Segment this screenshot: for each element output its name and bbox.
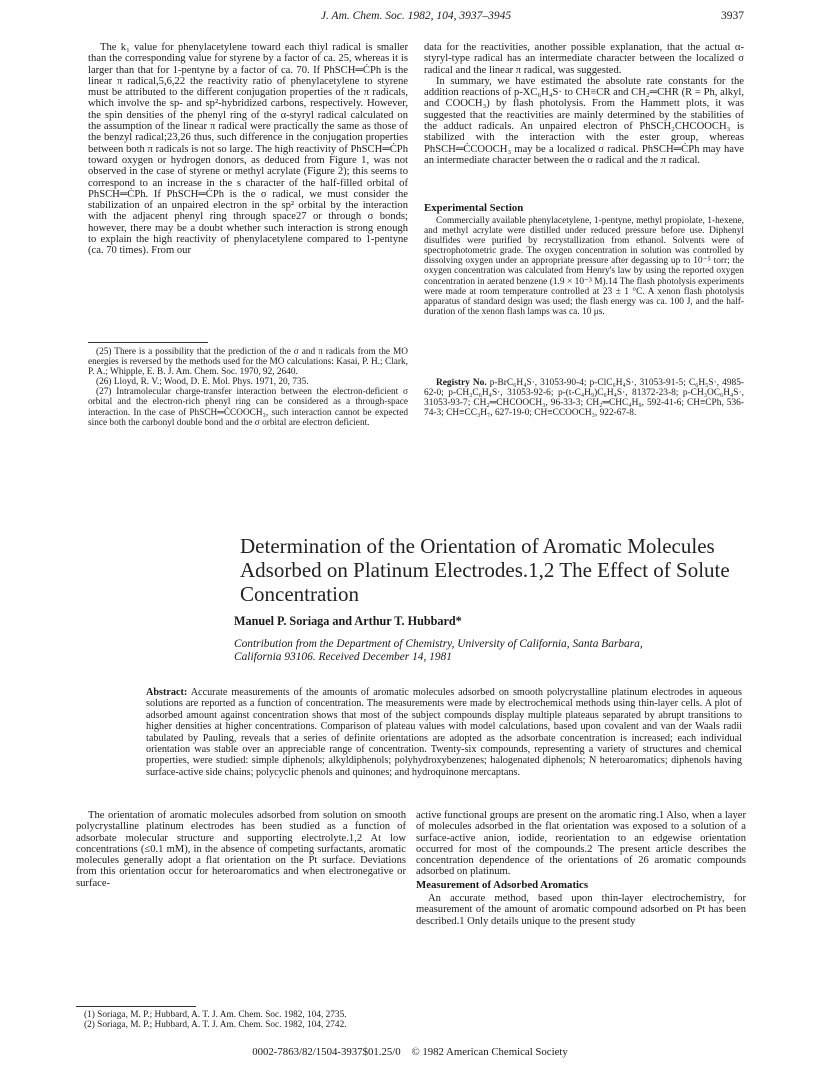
experimental-heading: Experimental Section <box>424 202 524 214</box>
footnote-1: (1) Soriaga, M. P.; Hubbard, A. T. J. Am. Chem. Soc. 1982, 104, 2735. <box>84 1010 347 1020</box>
article-footnotes <box>76 1010 406 1030</box>
registry-block <box>424 378 744 418</box>
registry-numbers: p-BrC₆H₄S·, 31053-90-4; p-ClC₆H₄S·, 31053-91-5; C₆H₅S·, 4985-62-0; p-CH₃C₆H₄S·, 31053-92-6; p-(t-C₄H₉)C₆H₄S·, 81372-23-8; p-CH₃OC₆H₄S·, 31053-93-7; CH₂═CHCOOCH₃, 96-33-3; CH₂═CHC₄H₉, 592-41-6; CH≡CPh, 536-74-3; CH≡CC₃H₇, 627-19-0; CH≡CCOOCH₃, 922-67-8. <box>424 378 745 419</box>
prev-article-right-column <box>424 42 744 166</box>
page-footer <box>0 1046 820 1058</box>
footnote-rule <box>88 342 208 343</box>
prev-article-footnotes <box>88 347 408 428</box>
measurement-heading: Measurement of Adsorbed Aromatics <box>416 878 589 891</box>
summary-paragraph: In summary, we have estimated the absolute rate constants for the addition reactions of p-XC₆H₄S· to CH≡CR and CH₂═CHR (R = Ph, alkyl, and COOCH₃) by flash photolysis. From the Hammett plots, it was suggested that the reactivities are mainly determined by the stabilities of the adduct radicals. An unpaired electron of PhSCH₂CHCOOCH₃ is stabilized with the interaction with the ester group, whereas PhSCH═ĊCOOCH₃ may be a localized σ radical. PhSCH═ĊPh may have an intermediate character between the σ radical and the π radical. <box>424 75 744 166</box>
journal-citation: J. Am. Chem. Soc. 1982, 104, 3937–3945 <box>320 10 512 22</box>
affiliation-line-2: California 93106. Received December 14, 1981 <box>234 651 452 663</box>
abstract-text: Accurate measurements of the amounts of aromatic molecules adsorbed on smooth polycrystalline platinum electrodes in aqueous solutions are reported as a function of concentration. The measurements were made by electrochemical methods using thin-layer cells. A plot of adsorbed amount against concentration shows that most of the subject compounds display multiple plateaus separated by abrupt transitions to higher densities at higher concentrations. Comparison of plateau values with model calculations, based upon covalent and van der Waals radii tabulated by Pauling, reveals that a series of definite orientations are adopted as the adsorbate concentration is increased; each individual orientation was stable over an appreciable range of concentration. Twenty-six compounds, representing a variety of structures and chemical properties, were studied: simple diphenols; alkyldiphenols; polyhydroxybenzenes; halogenated diphenols; N heteroaromatics; diphenols having surface-active side chains; polycyclic phenols and quinones; and hydroquinone mercaptans. <box>146 687 742 778</box>
article-right-column <box>416 810 746 927</box>
prev-article-paragraph: The k₁ value for phenylacetylene toward each thiyl radical is smaller than the corresponding value for styrene by a factor of ca. 25, whereas it is larger than that for 1-pentyne by a factor of ca. 70. If PhSCH═ĊPh is the linear π radical,5,6,22 the reactivity ratio of phenylacetylene to styrene must be attributed to the different conjugation properties of the π radicals, which involve the sp- and sp²-hybridized carbons, respectively. However, the spin densities of the phenyl ring of the α-styryl radical calculated on the assumption of the linear π radical were practically the same as those of the benzyl radical;23,26 thus, such difference in the conjugation properties between both π radicals is not so large. The high reactivity of PhSCH═ĊPh toward oxygen or hydrogen donors, as deduced from Figure 1, was not observed in the case of styrene or methyl acrylate (Figure 2); this seems to correspond to an increase in the s character of the half-filled orbital of PhSCH═ĊPh. If PhSCH═ĊPh is the σ radical, we must consider the stabilization of an unpaired electron in the sp² orbital by the interaction with the adjacent phenyl ring through space27 or through σ bonds; however, there may be a doubt whether such interaction is strong enough to explain the high reactivity of phenylacetylene compared to 1-pentyne (ca. 70 times). From our <box>88 42 408 257</box>
intro-paragraph: The orientation of aromatic molecules adsorbed from solution on smooth polycrystalline platinum electrodes has been studied as a function of adsorbate molecular structure and supporting electrolyte.1,2 At low concentrations (≤0.1 mM), in the absence of competing surfactants, aromatic molecules generally adopt a flat orientation on the Pt surface. Deviations from this orientation occur for heteroaromatics and when electronegative or surface- <box>76 810 406 889</box>
article-title <box>240 534 760 606</box>
footnote-27: (27) Intramolecular charge-transfer interaction between the electron-deficient σ orbital and the electron-rich phenyl ring can be considered as a through-space interaction. In the case of PhSCH═ĊCOOCH₃, such interaction cannot be expected since both the carbonyl double bond and the σ orbital are electron deficient. <box>88 387 408 428</box>
footnote-26: (26) Lloyd, R. V.; Wood, D. E. Mol. Phys. 1971, 20, 735. <box>96 377 309 388</box>
affiliation-line-1: Contribution from the Department of Chemistry, University of California, Santa Barbara, <box>234 638 643 650</box>
article-code: 0002-7863/82/1504-3937$01.25/0 <box>252 1046 401 1058</box>
abstract <box>146 687 742 778</box>
affiliation <box>234 638 754 664</box>
title-line-1: Determination of the Orientation of Aromatic Molecules <box>240 534 715 558</box>
running-header <box>88 10 744 26</box>
experimental-text: Commercially available phenylacetylene, 1-pentyne, methyl propiolate, 1-hexene, and methyl acrylate were distilled under reduced pressure before use. Diphenyl disulfides were purified by recrystallization from ethanol. Solvents were of spectrophotometric grade. The oxygen concentration in solution was controlled by dissolving oxygen under an appropriate pressure after degassing up to 10⁻⁵ torr; the oxygen concentration was calculated from Henry's law by using the reported oxygen concentration in aerated benzene (1.9 × 10⁻³ M).14 The flash photolysis experiments were made at room temperature controlled at 23 ± 1 °C. A xenon flash photolysis apparatus of standard design was used; the flash energy was ca. 100 J, and the half-duration of the xenon flash lamps was ca. 10 μs. <box>424 216 744 317</box>
measurement-paragraph: An accurate method, based upon thin-layer electrochemistry, for measurement of the amount of aromatic compound adsorbed on Pt has been described.1 Only details unique to the present study <box>416 893 746 927</box>
abstract-label: Abstract: <box>146 687 188 698</box>
footnote-2: (2) Soriaga, M. P.; Hubbard, A. T. J. Am. Chem. Soc. 1982, 104, 2742. <box>84 1020 347 1031</box>
footnote-25: (25) There is a possibility that the prediction of the σ and π radicals from the MO energies is reversed by the methods used for the MO calculations: Kasai, P. H.; Clark, P. A.; Whipple, E. B. J. Am. Chem. Soc. 1970, 92, 2640. <box>88 347 408 378</box>
registry-label: Registry No. <box>436 378 487 388</box>
intro-continuation: active functional groups are present on the aromatic ring.1 Also, when a layer of molecules adsorbed in the flat orientation was exposed to a solution of a surface-active anion, iodide, reorientation to an edgewise orientation occurred for most of the compounds.2 The present article describes the concentration dependence of the orientations of 26 aromatic compounds adsorbed on platinum. <box>416 810 746 878</box>
article-authors: Manuel P. Soriaga and Arthur T. Hubbard* <box>234 614 462 628</box>
article-left-column <box>76 810 406 889</box>
title-line-2: Adsorbed on Platinum Electrodes.1,2 The Effect of Solute <box>240 558 730 582</box>
prev-article-continuation: data for the reactivities, another possible explanation, that the actual α-styryl-type radical has an intermediate character between the localized σ radical and the linear π radical, was suggested. <box>424 42 744 76</box>
prev-article-left-column <box>88 42 408 257</box>
article-footnote-rule <box>76 1006 196 1007</box>
page-number: 3937 <box>721 10 744 22</box>
copyright: © 1982 American Chemical Society <box>411 1046 568 1058</box>
title-line-3: Concentration <box>240 582 359 606</box>
experimental-section <box>424 202 744 317</box>
